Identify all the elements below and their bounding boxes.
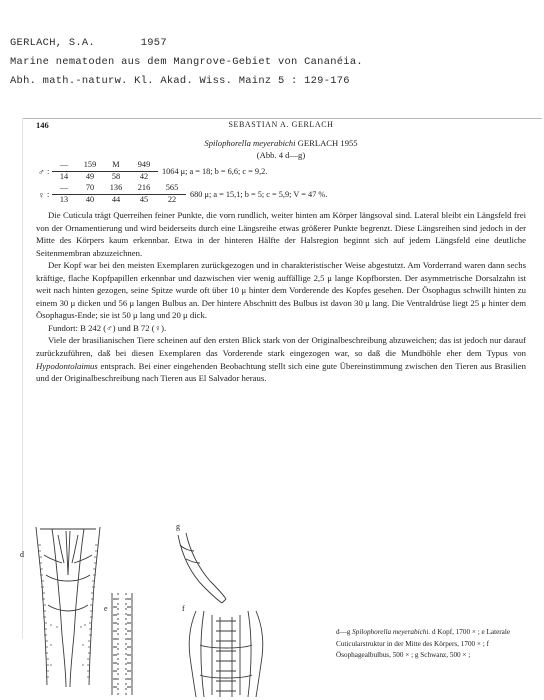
figure-label-f: f — [182, 604, 185, 613]
formula-cell: 49 — [85, 172, 95, 181]
formula-cell: 13 — [59, 195, 69, 204]
formula-cell: 44 — [111, 195, 121, 204]
formula-cell: 42 — [139, 172, 149, 181]
genus-name: Hypodontolaimus — [36, 360, 98, 371]
formula-cell: 70 — [85, 183, 95, 192]
figure-drawings — [0, 515, 544, 700]
species-year: 1955 — [340, 138, 358, 148]
formula-cell: M — [112, 160, 120, 169]
formula-cell: 216 — [137, 183, 151, 192]
formula-cell: 136 — [109, 183, 123, 192]
citation-title: Marine nematoden aus dem Mangrove-Gebiet von Cananéia. — [10, 56, 363, 68]
female-ratios: 680 μ; a = 15,1; b = 5; c = 5,9; V = 47 %. — [190, 190, 328, 199]
formula-cell: 159 — [83, 160, 97, 169]
male-ratios: 1064 μ; a = 18; b = 6,6; c = 9,2. — [162, 167, 268, 176]
formula-cell: 14 — [59, 172, 69, 181]
citation-block — [10, 34, 540, 91]
citation-journal: Abh. math.-naturw. Kl. Akad. Wiss. Mainz 5 : 129-176 — [10, 75, 350, 87]
paragraph-fundort: Fundort: B 242 (♂) und B 72 (♀). — [48, 322, 167, 333]
figure-label-g: g — [176, 522, 180, 531]
figure-d-head — [36, 527, 100, 687]
citation-author-year: GERLACH, S.A. 1957 — [10, 37, 167, 49]
figure-label-e: e — [104, 604, 108, 613]
species-authority: GERLACH — [297, 138, 339, 148]
figure-label-d: d — [20, 550, 24, 559]
paragraph-kopf: Der Kopf war bei den meisten Exemplaren zurückgezogen und in charakteristischer Weise abgestutzt. Am Vorderrand waren dann sechs kräftige, flache Kopfpapillen erkennbar und dazwischen vier wenig auffällige 2,5 μ lange Kopfborsten. Der asymmetrische Dorsalzahn ist weit nach hinten gezogen, seine Spitze wurde oft über 10 μ hinter dem Vorderende des Kopfes gesehen. Der Ösophagus schwillt hinten zu einem 30 μ dicken und 56 μ langen Bulbus an. Der hintere Abschnitt des Bulbus ist davon 30 μ lang. Die Ventraldrüse liegt 25 μ hinter dem Ösophagus-Ende; sie ist 50 μ lang und 20 μ dick. — [36, 260, 526, 321]
paragraph-cuticula: Die Cuticula trägt Querreihen feiner Punkte, die vorn rundlich, weiter hinten am Körper längsoval sind. Lateral bleibt ein Längsfeld frei von der Ornamentierung und wird beiderseits durch eine Längsreihe etwas größerer Punkte begrenzt. Diese Längsreihen sind jedoch in der Mitte des Körpers kaum erkennbar. Etwa in der hinteren Hälfte der Halsregion beginnt sich auf jedem Längsfeld eine deutliche Seitenmembran abzuzeichnen. — [36, 210, 526, 258]
figure-g-tail — [178, 533, 226, 603]
description-body — [36, 209, 526, 385]
running-author: SEBASTIAN A. GERLACH — [228, 120, 334, 129]
paragraph-vergleich: Viele der brasilianischen Tiere scheinen auf den ersten Blick stark von der Originalbeschreibung abzuweichen; das ist jedoch nur darauf zurückzuführen, daß bei diesen Exemplaren das Vorderende stark eingezogen war, so daß die Mundhöhle eher dem Typus von Hypodontolaimus entsprach. Bei einer eingehenden Beobachtung stellt sich eine gute Übereinstimmung zwischen den Tieren aus Brasilien und der Originalbeschreibung nach Tieren aus El Salvador heraus. — [36, 335, 526, 384]
caption-species: Spilophorella meyerabichi. — [352, 628, 431, 636]
figure-e-cuticle — [112, 593, 132, 695]
formula-cell: 40 — [85, 195, 95, 204]
female-symbol: ♀ — [38, 190, 45, 200]
page-number: 146 — [36, 120, 49, 130]
formula-female: ♀ : — 70 136 216 565 13 40 44 45 22 680 μ; a = 15,1; b = 5; c = 5,9; V = 47 %. — [38, 183, 328, 204]
male-symbol: ♂ — [38, 167, 45, 177]
formula-cell: — — [59, 160, 69, 169]
species-name: Spilophorella meyerabichi — [204, 138, 296, 148]
formula-cell: 565 — [165, 183, 179, 192]
formula-cell: — — [59, 183, 69, 192]
species-heading — [36, 137, 526, 149]
formula-cell: 58 — [111, 172, 121, 181]
running-header — [36, 119, 526, 133]
figure-f-bulbus — [189, 611, 263, 697]
figure-caption: d—g Spilophorella meyerabichi. d Kopf, 1700 × ; e Laterale Cuticularstruktur in der Mitte des Körpers, 1700 × ; f Ösophagealbulbus, 500 × ; g Schwanz, 500 × ; — [336, 628, 511, 660]
formula-cell: 949 — [137, 160, 151, 169]
formula-cell: 45 — [139, 195, 149, 204]
formula-male: ♂ : — 159 M 949 14 49 58 42 1064 μ; a = 18; b = 6,6; c = 9,2. — [38, 160, 268, 181]
figure-reference: (Abb. 4 d—g) — [256, 150, 306, 160]
formula-cell: 22 — [167, 195, 177, 204]
